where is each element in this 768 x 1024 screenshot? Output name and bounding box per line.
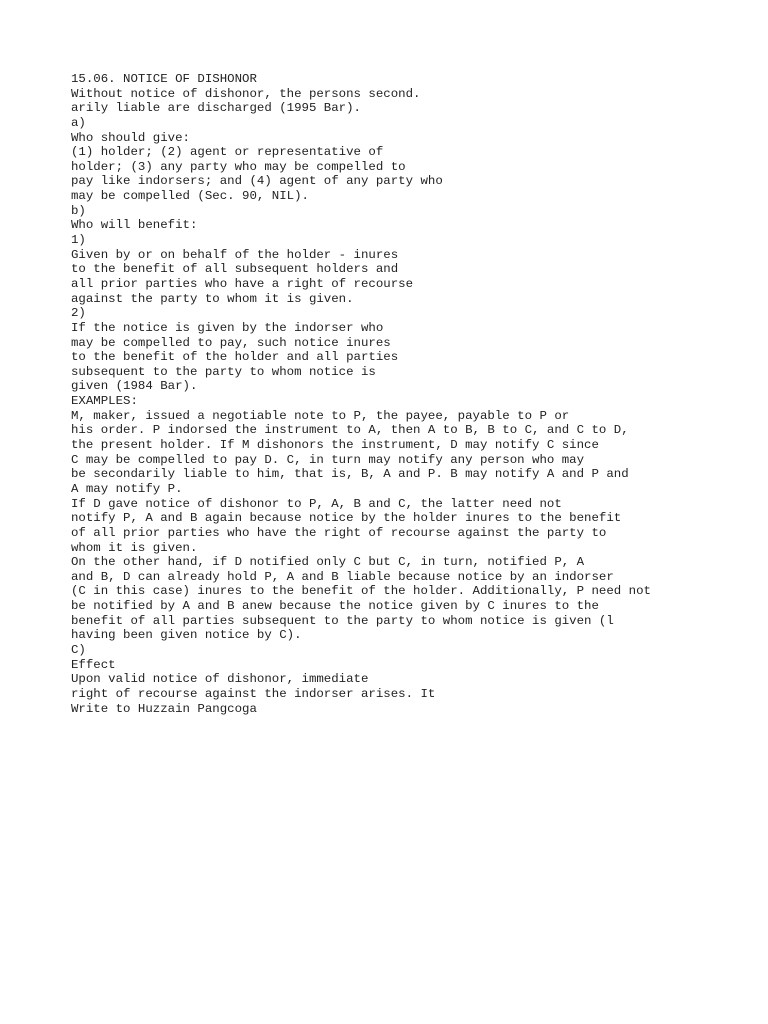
list-marker: 1) <box>71 233 86 248</box>
text-line: (C in this case) inures to the benefit of the holder. Additionally, P need not <box>71 584 651 599</box>
text-line: and B, D can already hold P, A and B liable because notice by an indorser <box>71 569 614 584</box>
text-line: M, maker, issued a negotiable note to P, the payee, payable to P or <box>71 408 570 423</box>
text-line: be secondarily liable to him, that is, B, A and P. B may notify A and P and <box>71 467 629 482</box>
text-line: right of recourse against the indorser arises. It <box>71 686 436 701</box>
text-line: Upon valid notice of dishonor, immediate <box>71 672 369 687</box>
text-line: If the notice is given by the indorser who <box>71 320 384 335</box>
examples-heading: EXAMPLES: <box>71 394 138 409</box>
text-line: benefit of all parties subsequent to the party to whom notice is given (l <box>71 613 614 628</box>
text-line: having been given notice by C). <box>71 628 302 643</box>
text-line: subsequent to the party to whom notice is <box>71 364 376 379</box>
list-marker: C) <box>71 642 86 657</box>
text-line: may be compelled to pay, such notice inures <box>71 335 391 350</box>
document-page <box>71 72 761 716</box>
text-line: A may notify P. <box>71 481 183 496</box>
text-line: pay like indorsers; and (4) agent of any party who <box>71 174 443 189</box>
text-line: may be compelled (Sec. 90, NIL). <box>71 189 309 204</box>
subheading: Effect <box>71 657 116 672</box>
text-line: his order. P indorsed the instrument to A, then A to B, B to C, and C to D, <box>71 423 629 438</box>
list-marker: 2) <box>71 306 86 321</box>
text-line: to the benefit of all subsequent holders and <box>71 262 399 277</box>
subheading: Who should give: <box>71 130 190 145</box>
text-line: of all prior parties who have the right of recourse against the party to <box>71 525 607 540</box>
text-line: notify P, A and B again because notice by the holder inures to the benefit <box>71 511 622 526</box>
text-line: If D gave notice of dishonor to P, A, B and C, the latter need not <box>71 496 562 511</box>
text-line: to the benefit of the holder and all parties <box>71 350 399 365</box>
text-line: given (1984 Bar). <box>71 379 198 394</box>
text-line: On the other hand, if D notified only C but C, in turn, notified P, A <box>71 555 585 570</box>
text-line: the present holder. If M dishonors the instrument, D may notify C since <box>71 438 599 453</box>
text-line: holder; (3) any party who may be compelled to <box>71 159 406 174</box>
text-line: (1) holder; (2) agent or representative of <box>71 145 384 160</box>
text-line: Given by or on behalf of the holder - inures <box>71 247 399 262</box>
text-line: arily liable are discharged (1995 Bar). <box>71 101 361 116</box>
section-heading: 15.06. NOTICE OF DISHONOR <box>71 72 257 86</box>
text-line: Without notice of dishonor, the persons second. <box>71 86 421 101</box>
list-marker: b) <box>71 203 86 218</box>
text-line: all prior parties who have a right of recourse <box>71 276 414 291</box>
text-line: C may be compelled to pay D. C, in turn may notify any person who may <box>71 452 585 467</box>
list-marker: a) <box>71 115 86 130</box>
text-line: whom it is given. <box>71 540 198 555</box>
text-line: against the party to whom it is given. <box>71 291 354 306</box>
text-line: be notified by A and B anew because the notice given by C inures to the <box>71 599 599 614</box>
subheading: Who will benefit: <box>71 218 198 233</box>
footer-credit: Write to Huzzain Pangcoga <box>71 701 257 716</box>
